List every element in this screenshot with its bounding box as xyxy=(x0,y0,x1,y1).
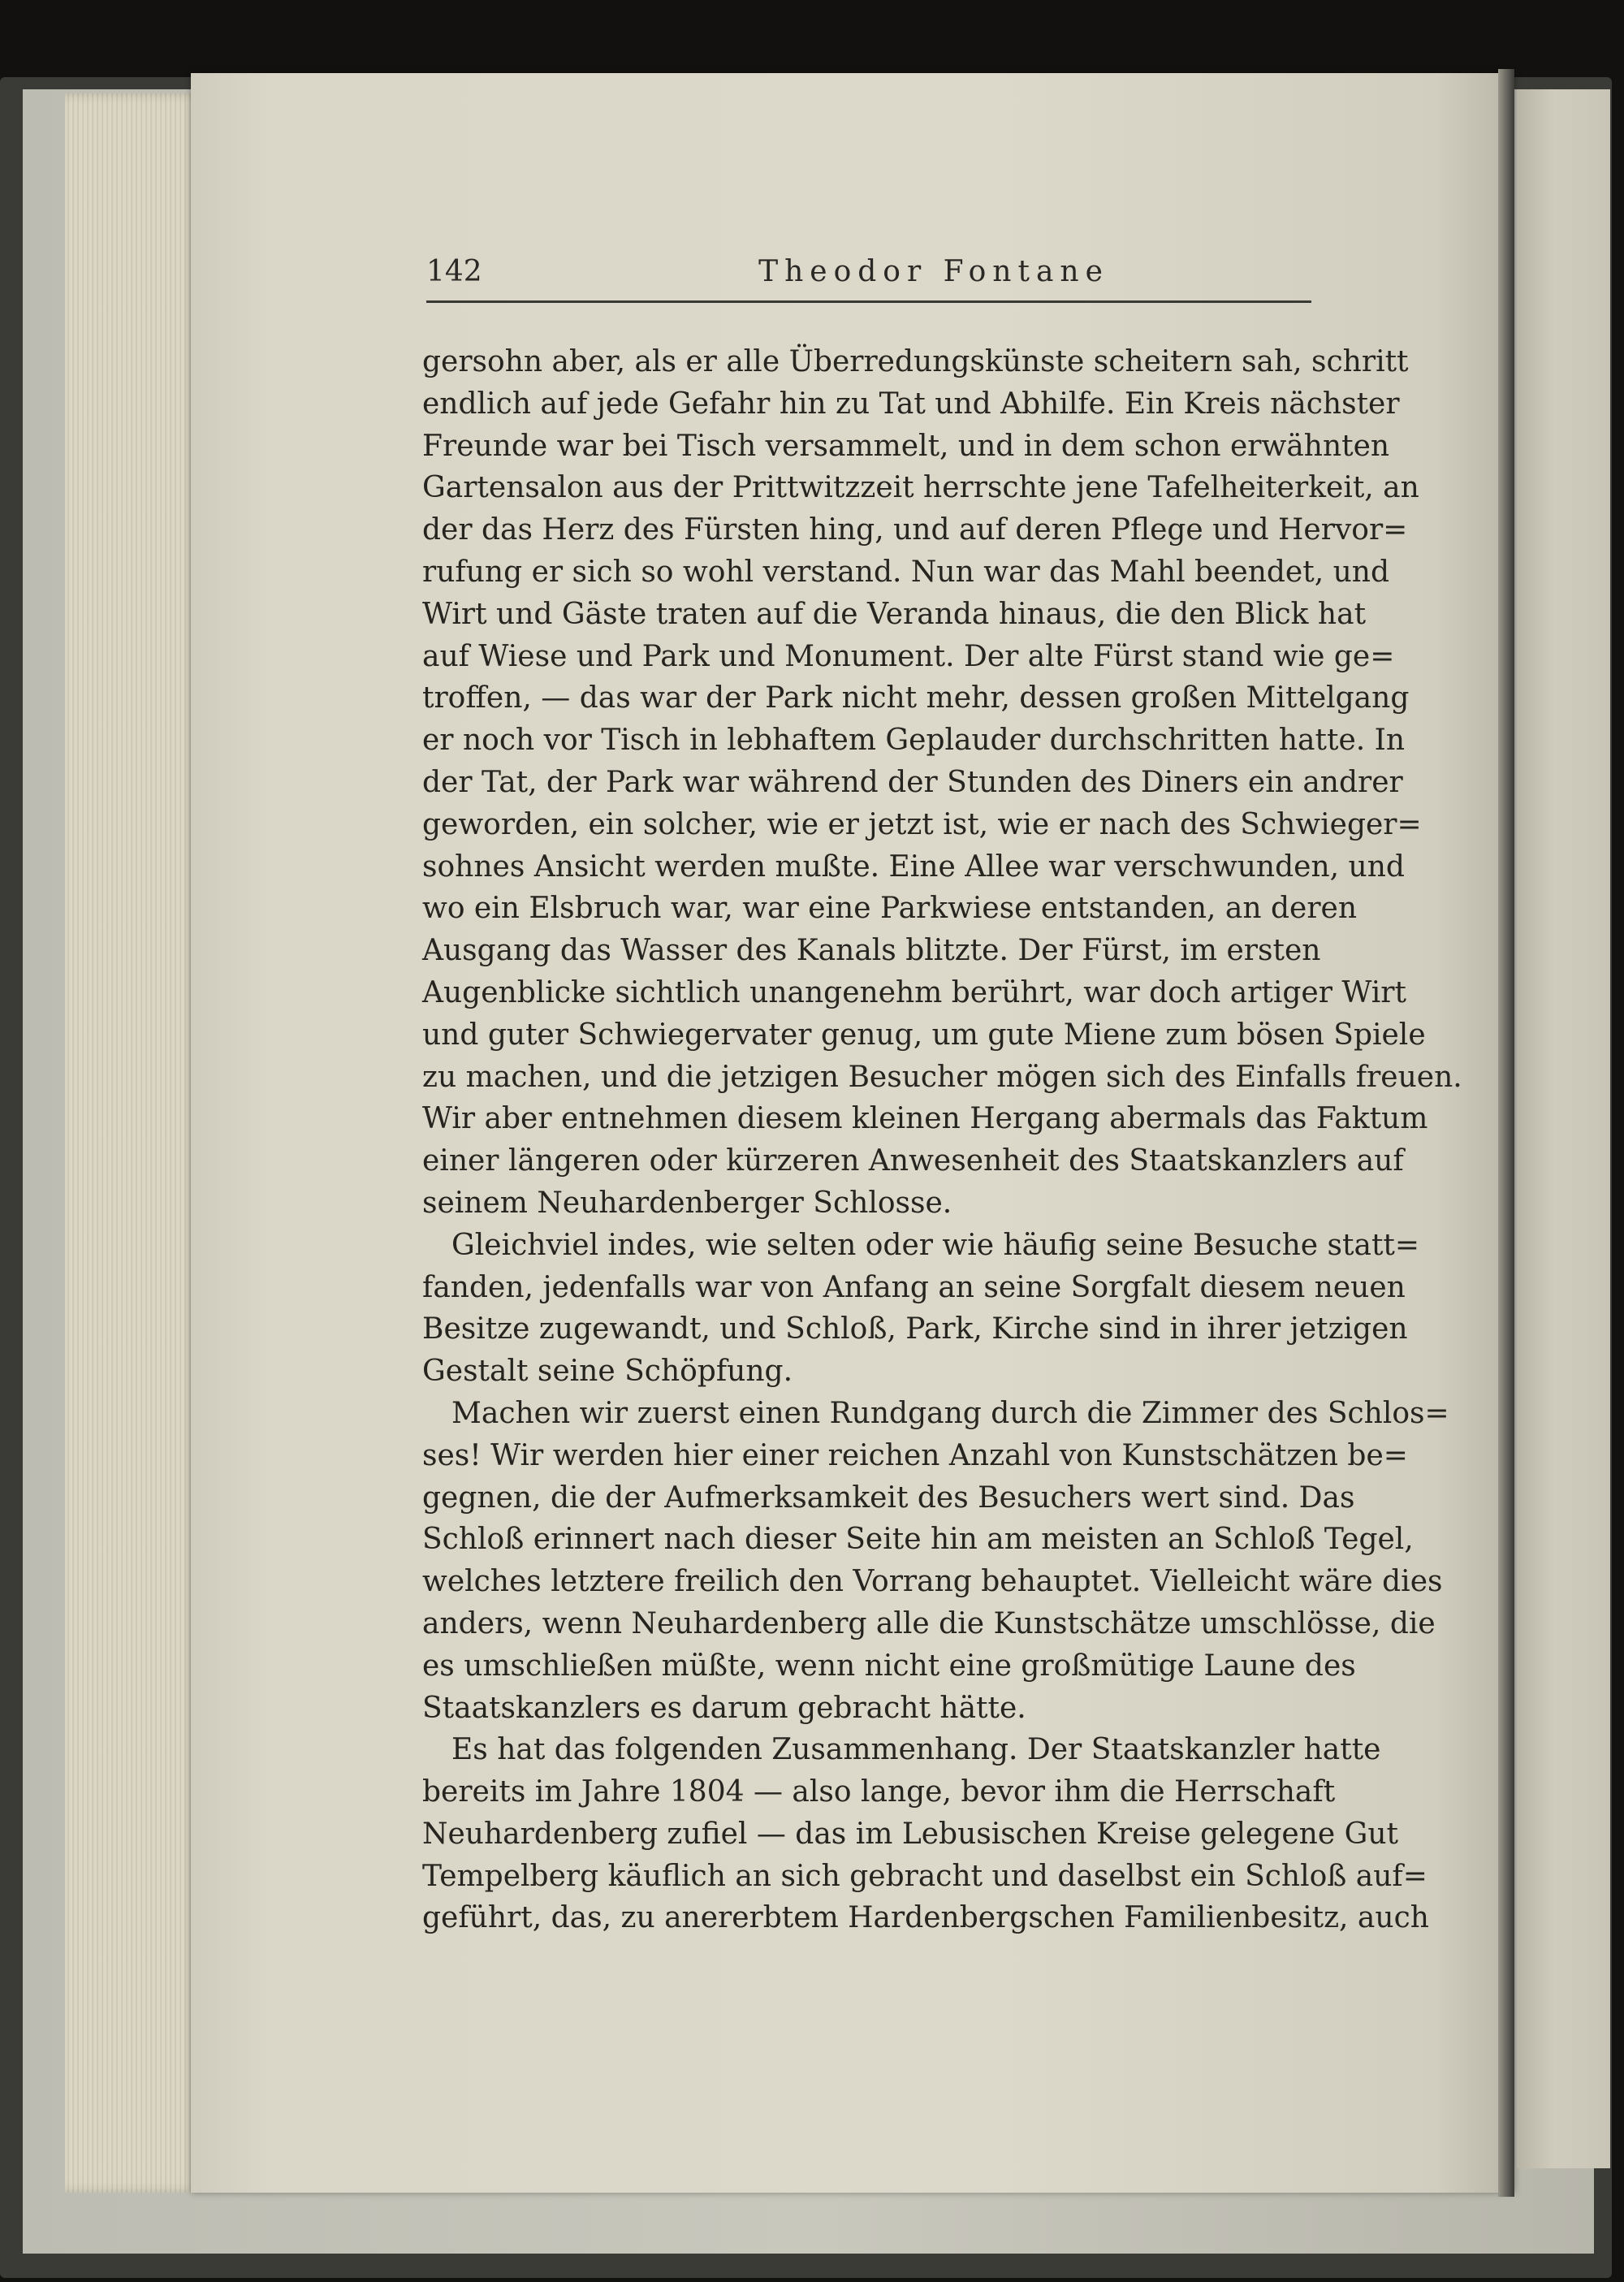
text-line: Augenblicke sichtlich unangenehm berührt, war doch artiger Wirt xyxy=(422,975,1406,1009)
text-line: bereits im Jahre 1804 — also lange, bevor ihm die Herrschaft xyxy=(422,1775,1336,1809)
text-line: geführt, das, zu anererbtem Hardenbergschen Familienbesitz, auch xyxy=(422,1901,1429,1935)
header-rule xyxy=(426,300,1311,303)
text-line: er noch vor Tisch in lebhaftem Geplauder durchschritten hatte. In xyxy=(422,724,1406,758)
page-edges xyxy=(65,93,203,2193)
facing-page-edge xyxy=(1517,89,1610,2168)
text-line: Freunde war bei Tisch versammelt, und in dem schon erwähnten xyxy=(422,429,1390,463)
text-line: rufung er sich so wohl verstand. Nun war das Mahl beendet, und xyxy=(422,555,1390,589)
text-line: Schloß erinnert nach dieser Seite hin am meisten an Schloß Tegel, xyxy=(422,1523,1414,1557)
text-line: Wirt und Gäste traten auf die Veranda hinaus, die den Blick hat xyxy=(422,597,1367,631)
text-line: gegnen, die der Aufmerksamkeit des Besuchers wert sind. Das xyxy=(422,1480,1355,1515)
page-header xyxy=(426,252,1311,300)
text-line: endlich auf jede Gefahr hin zu Tat und Abhilfe. Ein Kreis nächster xyxy=(422,387,1400,421)
text-line: auf Wiese und Park und Monument. Der alte Fürst stand wie ge= xyxy=(422,639,1395,673)
text-line: wo ein Elsbruch war, war eine Parkwiese entstanden, an deren xyxy=(422,892,1358,926)
text-line: einer längeren oder kürzeren Anwesenheit des Staatskanzlers auf xyxy=(422,1144,1404,1178)
text-line: Besitze zugewandt, und Schloß, Park, Kirche sind in ihrer jetzigen xyxy=(422,1312,1408,1346)
text-line: und guter Schwiegervater genug, um gute Miene zum bösen Spiele xyxy=(422,1018,1426,1052)
text-line: welches letztere freilich den Vorrang behauptet. Vielleicht wäre dies xyxy=(422,1565,1443,1599)
text-line: Staatskanzlers es darum gebracht hätte. xyxy=(422,1691,1026,1725)
page-number: 142 xyxy=(426,255,482,288)
book-gutter xyxy=(1498,69,1514,2197)
text-line: der das Herz des Fürsten hing, und auf deren Pflege und Hervor= xyxy=(422,513,1408,547)
text-line: der Tat, der Park war während der Stunden des Diners ein andrer xyxy=(422,765,1403,799)
text-line: es umschließen müßte, wenn nicht eine großmütige Laune des xyxy=(422,1649,1356,1683)
text-line: zu machen, und die jetzigen Besucher mögen sich des Einfalls freuen. xyxy=(422,1060,1462,1094)
text-line: Gestalt seine Schöpfung. xyxy=(422,1355,793,1389)
text-line: ses! Wir werden hier einer reichen Anzahl von Kunstschätzen be= xyxy=(422,1438,1408,1472)
text-line: fanden, jedenfalls war von Anfang an seine Sorgfalt diesem neuen xyxy=(422,1270,1406,1304)
text-line: sohnes Ansicht werden mußte. Eine Allee war verschwunden, und xyxy=(422,849,1405,884)
text-line: Wir aber entnehmen diesem kleinen Hergang abermals das Faktum xyxy=(422,1102,1428,1136)
text-line: Machen wir zuerst einen Rundgang durch die Zimmer des Schlos= xyxy=(451,1396,1449,1430)
text-line: Gartensalon aus der Prittwitzzeit herrschte jene Tafelheiterkeit, an xyxy=(422,471,1419,505)
text-line: Ausgang das Wasser des Kanals blitzte. Der Fürst, im ersten xyxy=(422,934,1321,968)
text-line: gersohn aber, als er alle Überredungskünste scheitern sah, schritt xyxy=(422,345,1409,378)
text-line: geworden, ein solcher, wie er jetzt ist, wie er nach des Schwieger= xyxy=(422,807,1422,841)
running-head: Theodor Fontane xyxy=(758,255,1109,288)
text-line: troffen, — das war der Park nicht mehr, dessen großen Mittelgang xyxy=(422,681,1410,715)
text-line: anders, wenn Neuhardenberg alle die Kunstschätze umschlösse, die xyxy=(422,1606,1436,1640)
text-line: Neuhardenberg zufiel — das im Lebusischen Kreise gelegene Gut xyxy=(422,1817,1399,1851)
text-line: seinem Neuhardenberger Schlosse. xyxy=(422,1186,952,1220)
text-line: Tempelberg käuflich an sich gebracht und daselbst ein Schloß auf= xyxy=(422,1859,1427,1893)
body-text xyxy=(422,341,1462,1939)
text-line: Es hat das folgenden Zusammenhang. Der Staatskanzler hatte xyxy=(451,1733,1381,1767)
text-line: Gleichviel indes, wie selten oder wie häufig seine Besuche statt= xyxy=(451,1228,1420,1262)
